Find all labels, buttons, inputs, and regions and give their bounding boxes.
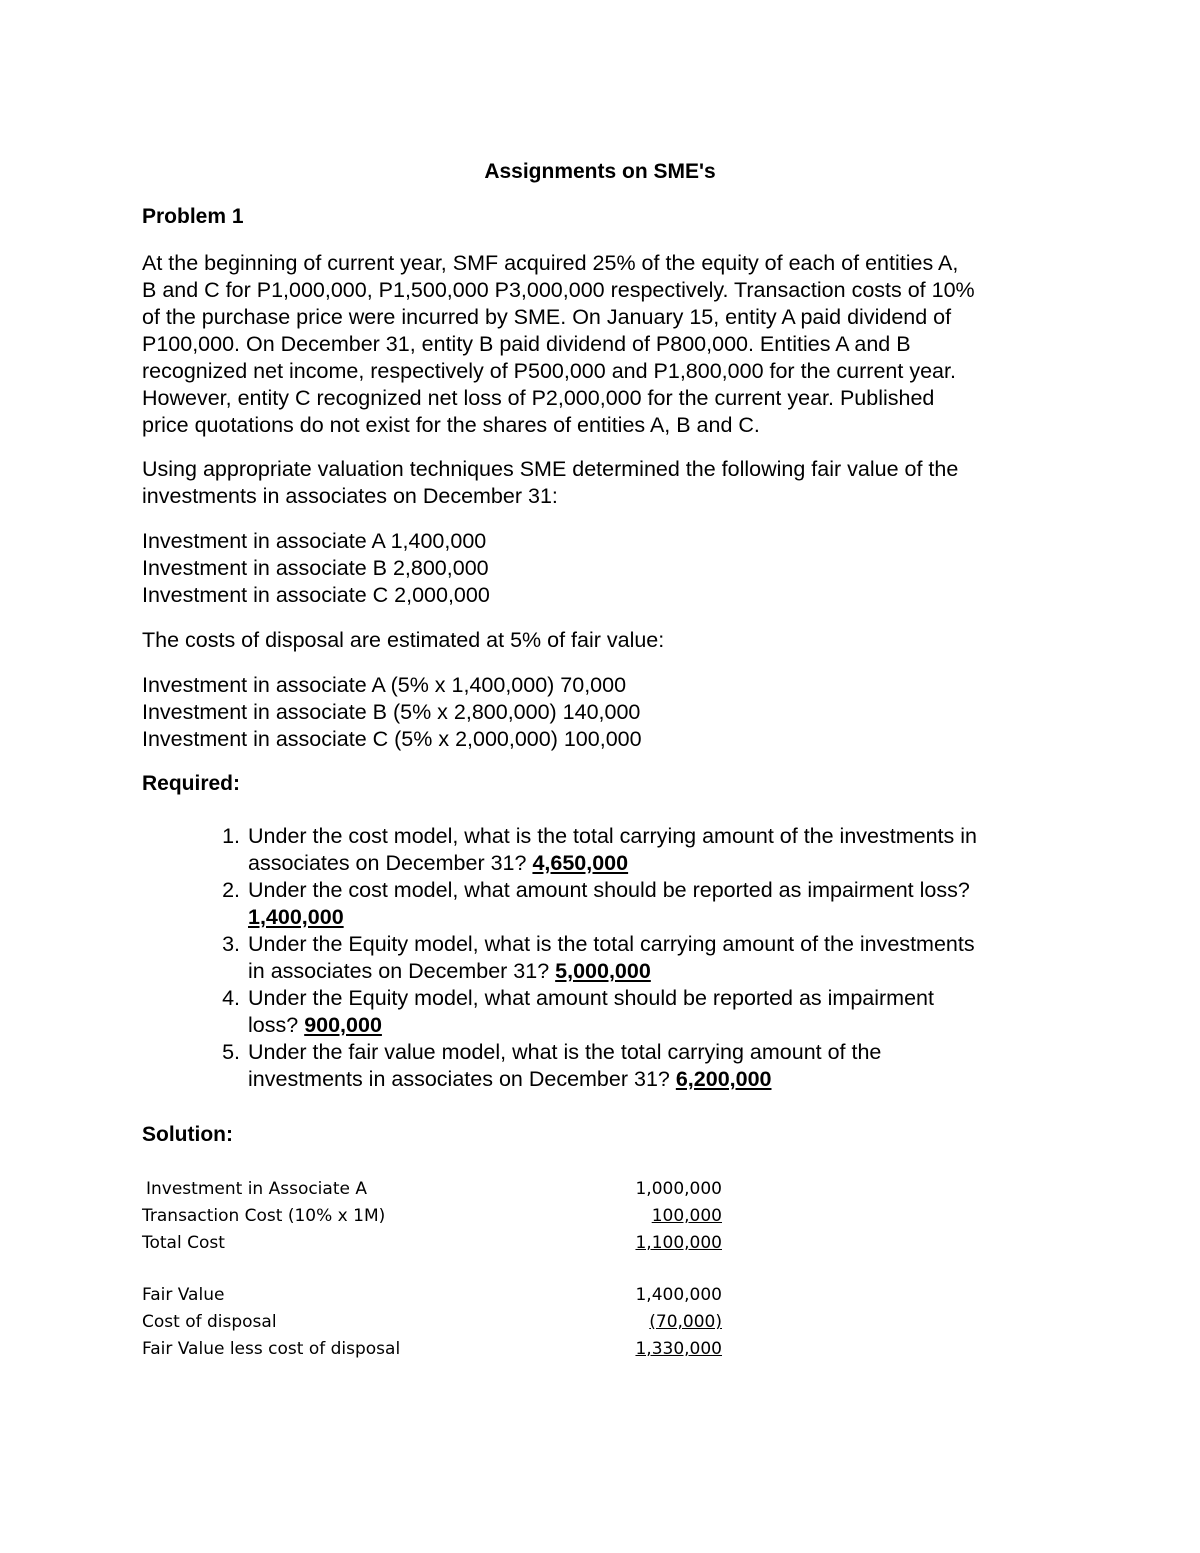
list-item-text: Under the Equity model, what amount should be reported as impairment [248,986,934,1010]
valuation-line: Using appropriate valuation techniques SME determined the following fair value of the [142,457,959,481]
disposal-intro-text: The costs of disposal are estimated at 5% of fair value: [142,628,665,652]
fair-value-line: Investment in associate C 2,000,000 [142,583,490,607]
intro-line: of the purchase price were incurred by SME. On January 15, entity A paid dividend of [142,305,952,329]
disposal-cost-line: Investment in associate A (5% x 1,400,000) 70,000 [142,673,627,697]
table-row [142,1206,742,1233]
row-value: 1,330,000 [635,1339,722,1359]
answer-value: 900,000 [304,1013,382,1037]
row-value: (70,000) [649,1312,722,1332]
list-item-number: 2. [222,878,240,902]
valuation-line: investments in associates on December 31: [142,484,558,508]
valuation-paragraph [142,456,1072,510]
table-row [142,1233,742,1260]
list-item-text: Under the fair value model, what is the total carrying amount of the [248,1040,882,1064]
intro-line: price quotations do not exist for the shares of entities A, B and C. [142,413,760,437]
list-item-text: associates on December 31? [248,851,527,875]
table-row [142,1179,742,1206]
row-label: Cost of disposal [142,1312,277,1332]
answer-value: 1,400,000 [248,905,344,929]
list-item-text: Under the Equity model, what is the total carrying amount of the investments [248,932,975,956]
intro-line: At the beginning of current year, SMF acquired 25% of the equity of each of entities A, [142,251,959,275]
solution-heading: Solution: [142,1123,233,1146]
disposal-cost-line: Investment in associate B (5% x 2,800,000) 140,000 [142,700,641,724]
list-item-text: investments in associates on December 31? [248,1067,670,1091]
required-heading: Required: [142,772,241,795]
intro-line: recognized net income, respectively of P500,000 and P1,800,000 for the current year. [142,359,956,383]
intro-line: However, entity C recognized net loss of P2,000,000 for the current year. Published [142,386,935,410]
document-title: Assignments on SME's [484,160,716,183]
problem-heading: Problem 1 [142,205,244,228]
list-item [210,985,1070,1039]
list-item [210,877,1070,931]
list-item-number: 4. [222,986,240,1010]
fair-value-list [142,528,490,609]
table-row [142,1312,742,1339]
answer-value: 4,650,000 [532,851,629,875]
list-item-number: 5. [222,1040,240,1064]
table-row [142,1339,742,1366]
row-label: Investment in Associate A [146,1179,367,1199]
table-row [142,1285,742,1312]
row-value: 100,000 [651,1206,722,1226]
list-item [210,931,1070,985]
disposal-cost-line: Investment in associate C (5% x 2,000,000) 100,000 [142,727,642,751]
required-list [210,823,1070,1093]
row-value: 1,400,000 [635,1285,722,1305]
answer-value: 6,200,000 [675,1067,772,1091]
row-label: Total Cost [142,1233,225,1253]
intro-line: B and C for P1,000,000, P1,500,000 P3,000,000 respectively. Transaction costs of 10% [142,278,975,302]
list-item [210,1039,1070,1093]
disposal-cost-list [142,672,642,753]
intro-line: P100,000. On December 31, entity B paid dividend of P800,000. Entities A and B [142,332,911,356]
fair-value-line: Investment in associate A 1,400,000 [142,529,487,553]
list-item [210,823,1070,877]
fair-value-line: Investment in associate B 2,800,000 [142,556,489,580]
solution-block-fair-value [142,1285,742,1366]
row-value: 1,100,000 [635,1233,722,1253]
list-item-text: Under the cost model, what amount should be reported as impairment loss? [248,878,970,902]
list-item-text: Under the cost model, what is the total carrying amount of the investments in [248,824,977,848]
list-item-text: loss? [248,1013,299,1037]
disposal-intro [142,627,664,654]
row-label: Transaction Cost (10% x 1M) [142,1206,386,1226]
answer-value: 5,000,000 [555,959,651,983]
intro-paragraph [142,250,1072,439]
solution-block-cost [142,1179,742,1260]
list-item-text: in associates on December 31? [248,959,550,983]
row-label: Fair Value less cost of disposal [142,1339,401,1359]
list-item-number: 1. [222,824,240,848]
list-item-number: 3. [222,932,240,956]
row-label: Fair Value [142,1285,225,1305]
row-value: 1,000,000 [635,1179,722,1199]
